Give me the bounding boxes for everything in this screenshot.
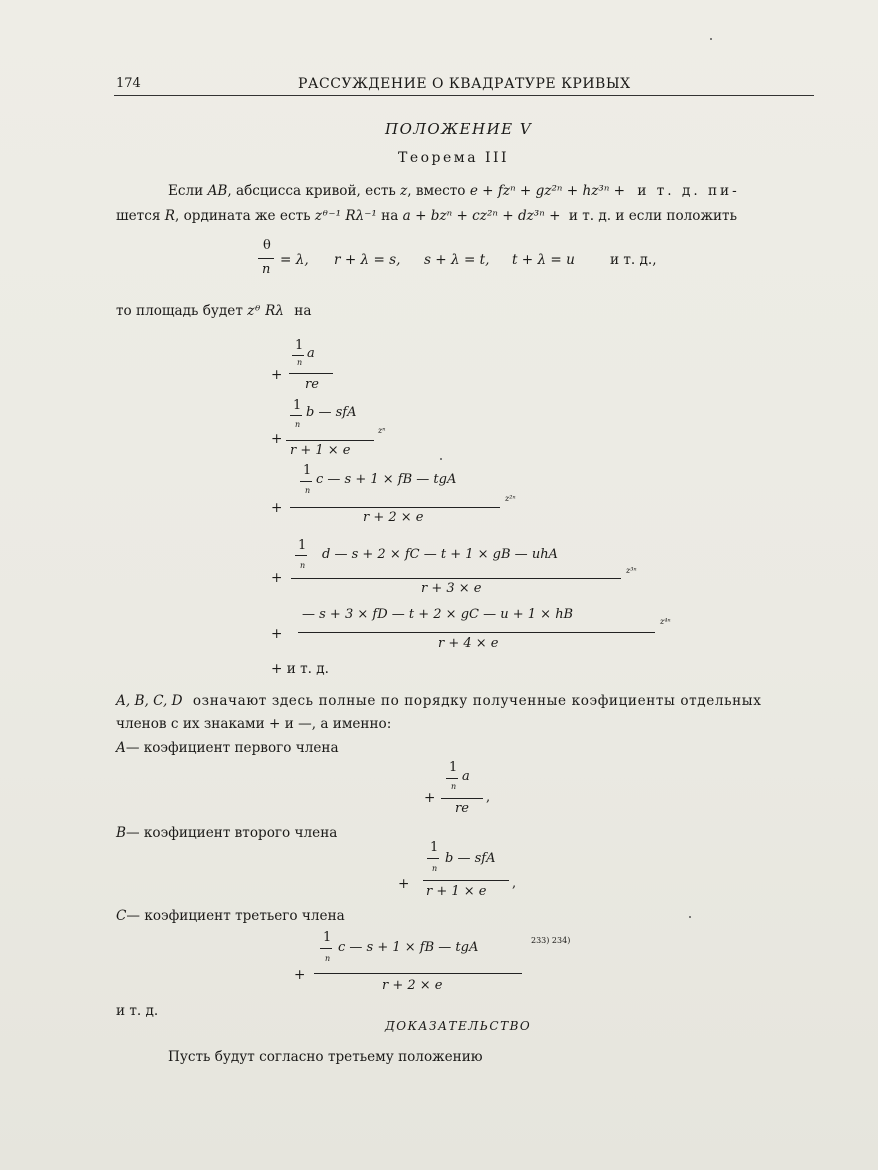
coefficient-C-plus: +: [294, 967, 306, 983]
series-term-4-denominator: r + 3 × e: [421, 581, 482, 596]
series-term-1-denominator: re: [305, 377, 319, 392]
def-t: s + λ = t,: [424, 252, 490, 268]
series-term-3-denominator: r + 2 × e: [363, 510, 424, 525]
intro-expression-1: e + fzⁿ + gz²ⁿ + hz³ⁿ +: [469, 183, 626, 199]
page-number: 174: [116, 76, 141, 91]
scan-speck: [710, 38, 712, 40]
series-term-3-bar: [290, 507, 500, 508]
def-s: r + λ = s,: [334, 252, 401, 268]
coefficient-B-line: B— коэфициент второго члена: [116, 825, 338, 841]
series-term-5-bar: [298, 632, 655, 633]
series-term-3-numerator: c — s + 1 × fB — tgA: [316, 472, 457, 487]
scan-speck: [689, 916, 691, 918]
explanation-line-1: A, B, C, D означают здесь полные по порядку полученные коэфициенты отдельных: [116, 693, 762, 709]
theorem-heading: Теорема III: [398, 150, 510, 166]
series-term-5-numerator: — s + 3 × fD — t + 2 × gC — u + 1 × hB: [302, 607, 574, 622]
series-term-5-denominator: r + 4 × e: [438, 636, 499, 651]
series-term-4-power: z³ⁿ: [626, 566, 637, 575]
series-term-2-power: zⁿ: [378, 426, 386, 435]
series-plus-3: +: [271, 500, 283, 516]
series-plus-4: +: [271, 570, 283, 586]
explanation-line-2: членов с их знаками + и —, а именно:: [116, 716, 392, 732]
series-term-1-bar: [289, 373, 333, 374]
series-term-5-power: z⁴ⁿ: [660, 617, 671, 626]
coefficient-A-line: A— коэфициент первого члена: [116, 740, 339, 756]
coefficient-A-bar: [441, 798, 483, 799]
coefficient-A-plus: +: [424, 790, 436, 806]
section-title: ПОЛОЖЕНИЕ V: [385, 120, 533, 138]
coefficient-C-bar: [314, 973, 522, 974]
def-frac-den: n: [262, 262, 271, 277]
series-etc: + и т. д.: [271, 661, 329, 677]
book-page: 174 РАССУЖДЕНИЕ О КВАДРАТУРЕ КРИВЫХ ПОЛОЖЕНИЕ V Теорема III Если AB, абсцисса кривой, есть z, вместо e + fzⁿ + gz²ⁿ + hz³ⁿ + и т. д. пи- шется R, ордината же есть zᶿ⁻¹ Rλ⁻¹ на a + bzⁿ + cz²ⁿ + dz³ⁿ + и т. д. и если положить θ n = λ, r + λ = s, s + λ = t, t + λ = u и т. д., то площадь будет zᶿ Rλ на + 1 n a re + 1 n b — sfA r + 1 × e zⁿ + 1 n c — s + 1 × fB — tgA r + 2 × e z²ⁿ + 1 n d — s + 2 × fC — t + 1 × gB — uhA r + 3 × e z³ⁿ + — s + 3 × fD — t + 2 × gC — u + 1 × hB r + 4 × e z⁴ⁿ + и т. д. A, B, C, D означают здесь полные по порядку полученные коэфициенты отдельных членов с их знаками + и —, а именно: A— коэфициент первого члена + 1 n a re , B— коэфициент второго члена + 1 n b — sfA r + 1 × e , C— коэфициент третьего члена + 1 n c — s + 1 × fB — tgA r + 2 × e 233) 234) и т. д. ДОКАЗАТЕЛЬСТВО Пусть будут согласно третьему положению: [0, 0, 878, 1170]
def-u: t + λ = u: [512, 252, 575, 268]
series-term-3-power: z²ⁿ: [505, 494, 516, 503]
intro-line-1: Если AB, абсцисса кривой, есть z, вместо e + fzⁿ + gz²ⁿ + hz³ⁿ + и т. д. пи-: [168, 183, 740, 199]
scan-speck: [440, 458, 442, 460]
series-plus-2: +: [271, 431, 283, 447]
coefficient-B-plus: +: [398, 876, 410, 892]
def-frac-bar: [258, 258, 274, 259]
series-term-4-numerator: d — s + 2 × fC — t + 1 × gB — uhA: [322, 547, 558, 562]
series-term-1-numerator: a: [307, 346, 315, 361]
def-frac-num: θ: [263, 238, 271, 253]
proof-first-line: Пусть будут согласно третьему положению: [168, 1049, 483, 1065]
coefficient-B-bar: [423, 880, 509, 881]
running-title: РАССУЖДЕНИЕ О КВАДРАТУРЕ КРИВЫХ: [298, 76, 631, 92]
proof-heading: ДОКАЗАТЕЛЬСТВО: [385, 1019, 532, 1033]
def-etc: и т. д.,: [610, 252, 657, 268]
series-term-2-denominator: r + 1 × e: [290, 443, 351, 458]
etc-line: и т. д.: [116, 1003, 159, 1019]
series-term-4-bar: [291, 578, 621, 579]
series-term-2-numerator: b — sfA: [306, 405, 357, 420]
header-rule: [114, 95, 814, 96]
coefficient-C-line: C— коэфициент третьего члена: [116, 908, 345, 924]
intro-line-2: шется R, ордината же есть zᶿ⁻¹ Rλ⁻¹ на a + bzⁿ + cz²ⁿ + dz³ⁿ + и т. д. и если положить: [116, 208, 737, 224]
series-plus-1: +: [271, 367, 283, 383]
area-line: то площадь будет zᶿ Rλ на: [116, 303, 312, 319]
def-lambda: = λ,: [280, 252, 309, 268]
footnote-refs: 233) 234): [531, 936, 571, 945]
series-plus-5: +: [271, 626, 283, 642]
series-term-2-bar: [286, 440, 374, 441]
